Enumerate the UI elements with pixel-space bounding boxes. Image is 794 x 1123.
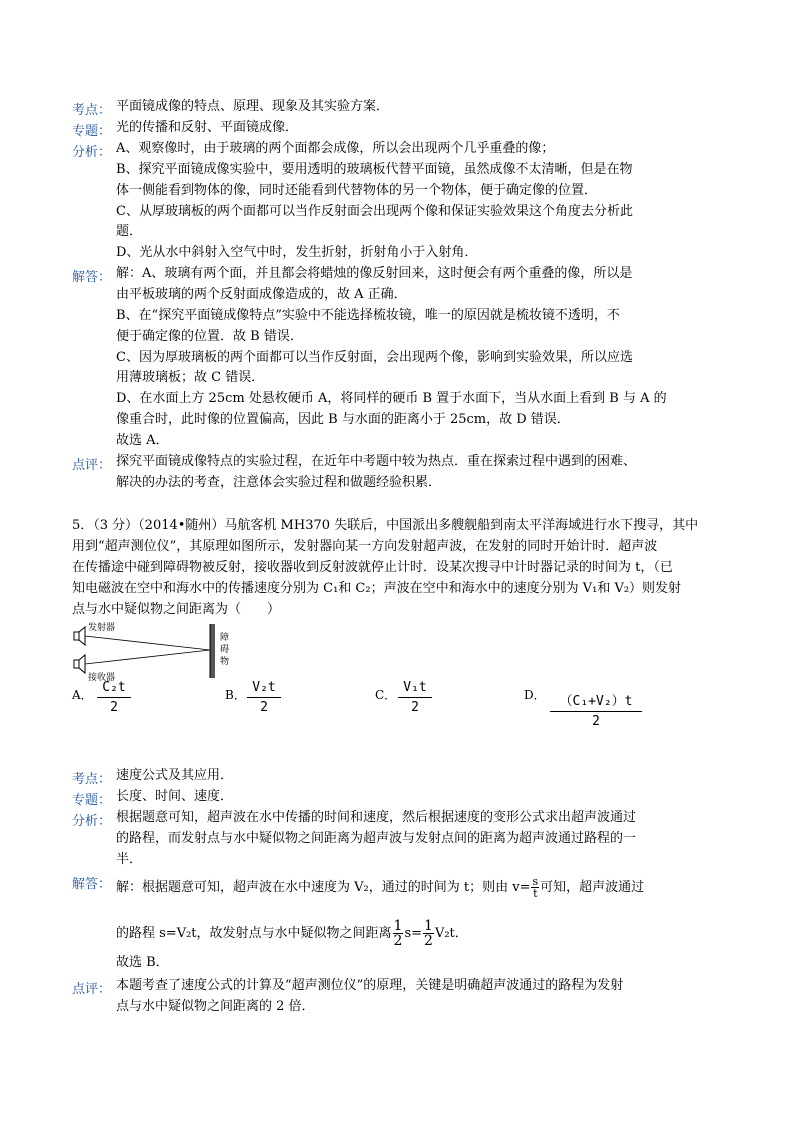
label-jieda: 解答： xyxy=(72,877,112,892)
q5-jieda-text: s= xyxy=(404,926,423,941)
option-b-numerator: V₂t xyxy=(247,680,281,698)
option-b-denominator: 2 xyxy=(260,700,268,715)
option-a-letter[interactable]: A． xyxy=(72,688,93,702)
label-zhuanti: 专题： xyxy=(72,793,112,808)
q5-jieda-text: 的路程 s=V₂t，故发射点与水中疑似物之间距离 xyxy=(116,926,392,941)
q4-jieda-line: 便于确定像的位置．故 B 错误． xyxy=(116,329,303,344)
q4-fenxi-line: A、观察像时，由于玻璃的两个面都会成像，所以会出现两个几乎重叠的像； xyxy=(116,141,555,156)
label-zhuanti: 专题： xyxy=(72,124,112,139)
half-fraction-denominator: 2 xyxy=(424,933,433,949)
half-fraction xyxy=(423,919,434,948)
q4-jieda-line: 用薄玻璃板；故 C 错误． xyxy=(116,370,265,385)
q5-jieda-line2 xyxy=(116,919,468,948)
q4-fenxi-line: C、从厚玻璃板的两个面都可以当作反射面会出现两个像和保证实验效果这个角度去分析此 xyxy=(116,204,633,219)
velocity-fraction-numerator: s xyxy=(532,875,539,888)
half-fraction-numerator: 1 xyxy=(393,918,403,934)
velocity-fraction-denominator: t xyxy=(533,887,538,900)
q5-zhuanti: 长度、时间、速度． xyxy=(116,789,234,804)
half-fraction-numerator: 1 xyxy=(424,918,433,934)
reflected-beam xyxy=(85,650,210,664)
q4-fenxi-line: 题． xyxy=(116,224,143,239)
q5-fenxi-line: 的路程，而发射点与水中疑似物之间距离为超声波与发射点间的距离为超声波通过路程的一 xyxy=(116,831,637,846)
option-d-letter[interactable]: D． xyxy=(524,688,546,702)
q5-stem-line: 知电磁波在空中和海水中的传播速度分别为 C₁和 C₂；声波在空中和海水中的速度分别为 V₁和 V₂）则发射 xyxy=(72,581,682,596)
option-c-numerator: V₁t xyxy=(398,680,432,698)
obstacle-bar xyxy=(210,624,215,678)
q5-dianping-line: 点与水中疑似物之间距离的 2 倍． xyxy=(116,999,315,1014)
q5-jieda-line1 xyxy=(116,876,644,899)
label-jieda: 解答： xyxy=(72,270,112,285)
q5-jieda-text: 可知，超声波通过 xyxy=(540,880,645,895)
label-kaodian: 考点： xyxy=(72,772,112,787)
q4-jieda-line: 由平板玻璃的两个反射面成像造成的，故 A 正确． xyxy=(116,287,407,302)
velocity-fraction xyxy=(531,876,539,899)
option-d-fraction[interactable] xyxy=(550,690,642,729)
label-kaodian: 考点： xyxy=(72,103,112,118)
q5-jieda-text: V₂t． xyxy=(434,926,468,941)
q4-jieda-line: B、在“探究平面镜成像特点”实验中不能选择梳妆镜，唯一的原因就是梳妆镜不透明，不 xyxy=(116,308,620,323)
label-fenxi: 分析： xyxy=(72,814,112,829)
q4-jieda-line: 像重合时，此时像的位置偏高，因此 B 与水面的距离小于 25cm，故 D 错误． xyxy=(116,412,570,427)
q4-jieda-line: C、因为厚玻璃板的两个面都可以当作反射面，会出现两个像，影响到实验效果，所以应选 xyxy=(116,350,633,365)
q5-fenxi-line: 半． xyxy=(116,852,143,867)
q4-kaodian: 平面镜成像的特点、原理、现象及其实验方案． xyxy=(116,99,390,114)
option-c-fraction[interactable] xyxy=(398,680,432,715)
receiver-speaker-icon xyxy=(74,660,79,668)
obstacle-label: 碍 xyxy=(220,645,230,655)
receiver-label: 接收器 xyxy=(88,673,116,682)
q4-jieda-line: 故选 A． xyxy=(116,433,169,448)
q4-fenxi-line: B、探究平面镜成像实验中，要用透明的玻璃板代替平面镜，虽然成像不太清晰，但是在物 xyxy=(116,162,633,177)
q4-jieda-line: D、在水面上方 25cm 处悬枚硬币 A，将同样的硬币 B 置于水面下，当从水面上看到 B 与 A 的 xyxy=(116,391,667,406)
option-a-fraction[interactable] xyxy=(97,680,131,715)
option-c-letter[interactable]: C． xyxy=(375,688,397,702)
q5-fenxi-line: 根据题意可知，超声波在水中传播的时间和速度，然后根据速度的变形公式求出超声波通过 xyxy=(116,810,637,825)
option-b-fraction[interactable] xyxy=(247,680,281,715)
q4-fenxi-line: D、光从水中斜射入空气中时，发生折射，折射角小于入射角． xyxy=(116,245,478,260)
obstacle-label: 物 xyxy=(220,657,230,667)
label-fenxi: 分析： xyxy=(72,145,112,160)
option-d-denominator: 2 xyxy=(592,714,600,729)
half-fraction-denominator: 2 xyxy=(393,933,403,949)
ultrasonic-locator-figure xyxy=(70,620,240,682)
half-fraction xyxy=(393,919,404,948)
q5-stem-line: 点与水中疑似物之间距离为（ ） xyxy=(72,602,281,617)
q4-dianping-line: 探究平面镜成像特点的实验过程，在近年中考题中较为热点．重在探索过程中遇到的困难、 xyxy=(116,454,637,469)
option-a-numerator: C₂t xyxy=(97,680,131,698)
q4-zhuanti: 光的传播和反射、平面镜成像． xyxy=(116,120,299,135)
emitter-speaker-icon xyxy=(74,632,79,640)
q4-dianping-line: 解决的办法的考查，注意体会实验过程和做题经验积累． xyxy=(116,475,442,490)
q5-stem-line: 在传播途中碰到障碍物被反射，接收器收到反射波就停止计时．设某次搜寻中计时器记录的时间为 t，（已 xyxy=(72,560,673,575)
q4-fenxi-line: 体一侧能看到物体的像，同时还能看到代替物体的另一个物体，便于确定像的位置． xyxy=(116,183,598,198)
q4-jieda-line: 解：A、玻璃有两个面，并且都会将蜡烛的像反射回来，这时便会有两个重叠的像，所以是 xyxy=(116,266,633,281)
incident-beam xyxy=(85,636,210,650)
q5-dianping-line: 本题考查了速度公式的计算及“超声测位仪”的原理，关键是明确超声波通过的路程为发射 xyxy=(116,978,624,993)
q5-stem-line: 5．（3 分）（2014•随州）马航客机 MH370 失联后，中国派出多艘舰船到南太平洋海域进行水下搜寻，其中 xyxy=(72,518,699,533)
q5-jieda-answer: 故选 B． xyxy=(116,955,169,970)
q5-stem-line: 用到“超声测位仪”，其原理如图所示，发射器向某一方向发射超声波，在发射的同时开始计时．超声波 xyxy=(72,539,658,554)
label-dianping: 点评： xyxy=(72,982,112,997)
obstacle-label: 障 xyxy=(220,633,230,643)
label-dianping: 点评： xyxy=(72,458,112,473)
q5-jieda-text: 解：根据题意可知，超声波在水中速度为 V₂，通过的时间为 t；则由 v= xyxy=(116,880,531,895)
option-a-denominator: 2 xyxy=(110,700,118,715)
emitter-label: 发射器 xyxy=(88,623,116,633)
option-b-letter[interactable]: B． xyxy=(225,688,246,702)
q5-kaodian: 速度公式及其应用． xyxy=(116,768,234,783)
option-d-numerator: （C₁+V₂）t xyxy=(550,690,642,712)
option-c-denominator: 2 xyxy=(411,700,419,715)
